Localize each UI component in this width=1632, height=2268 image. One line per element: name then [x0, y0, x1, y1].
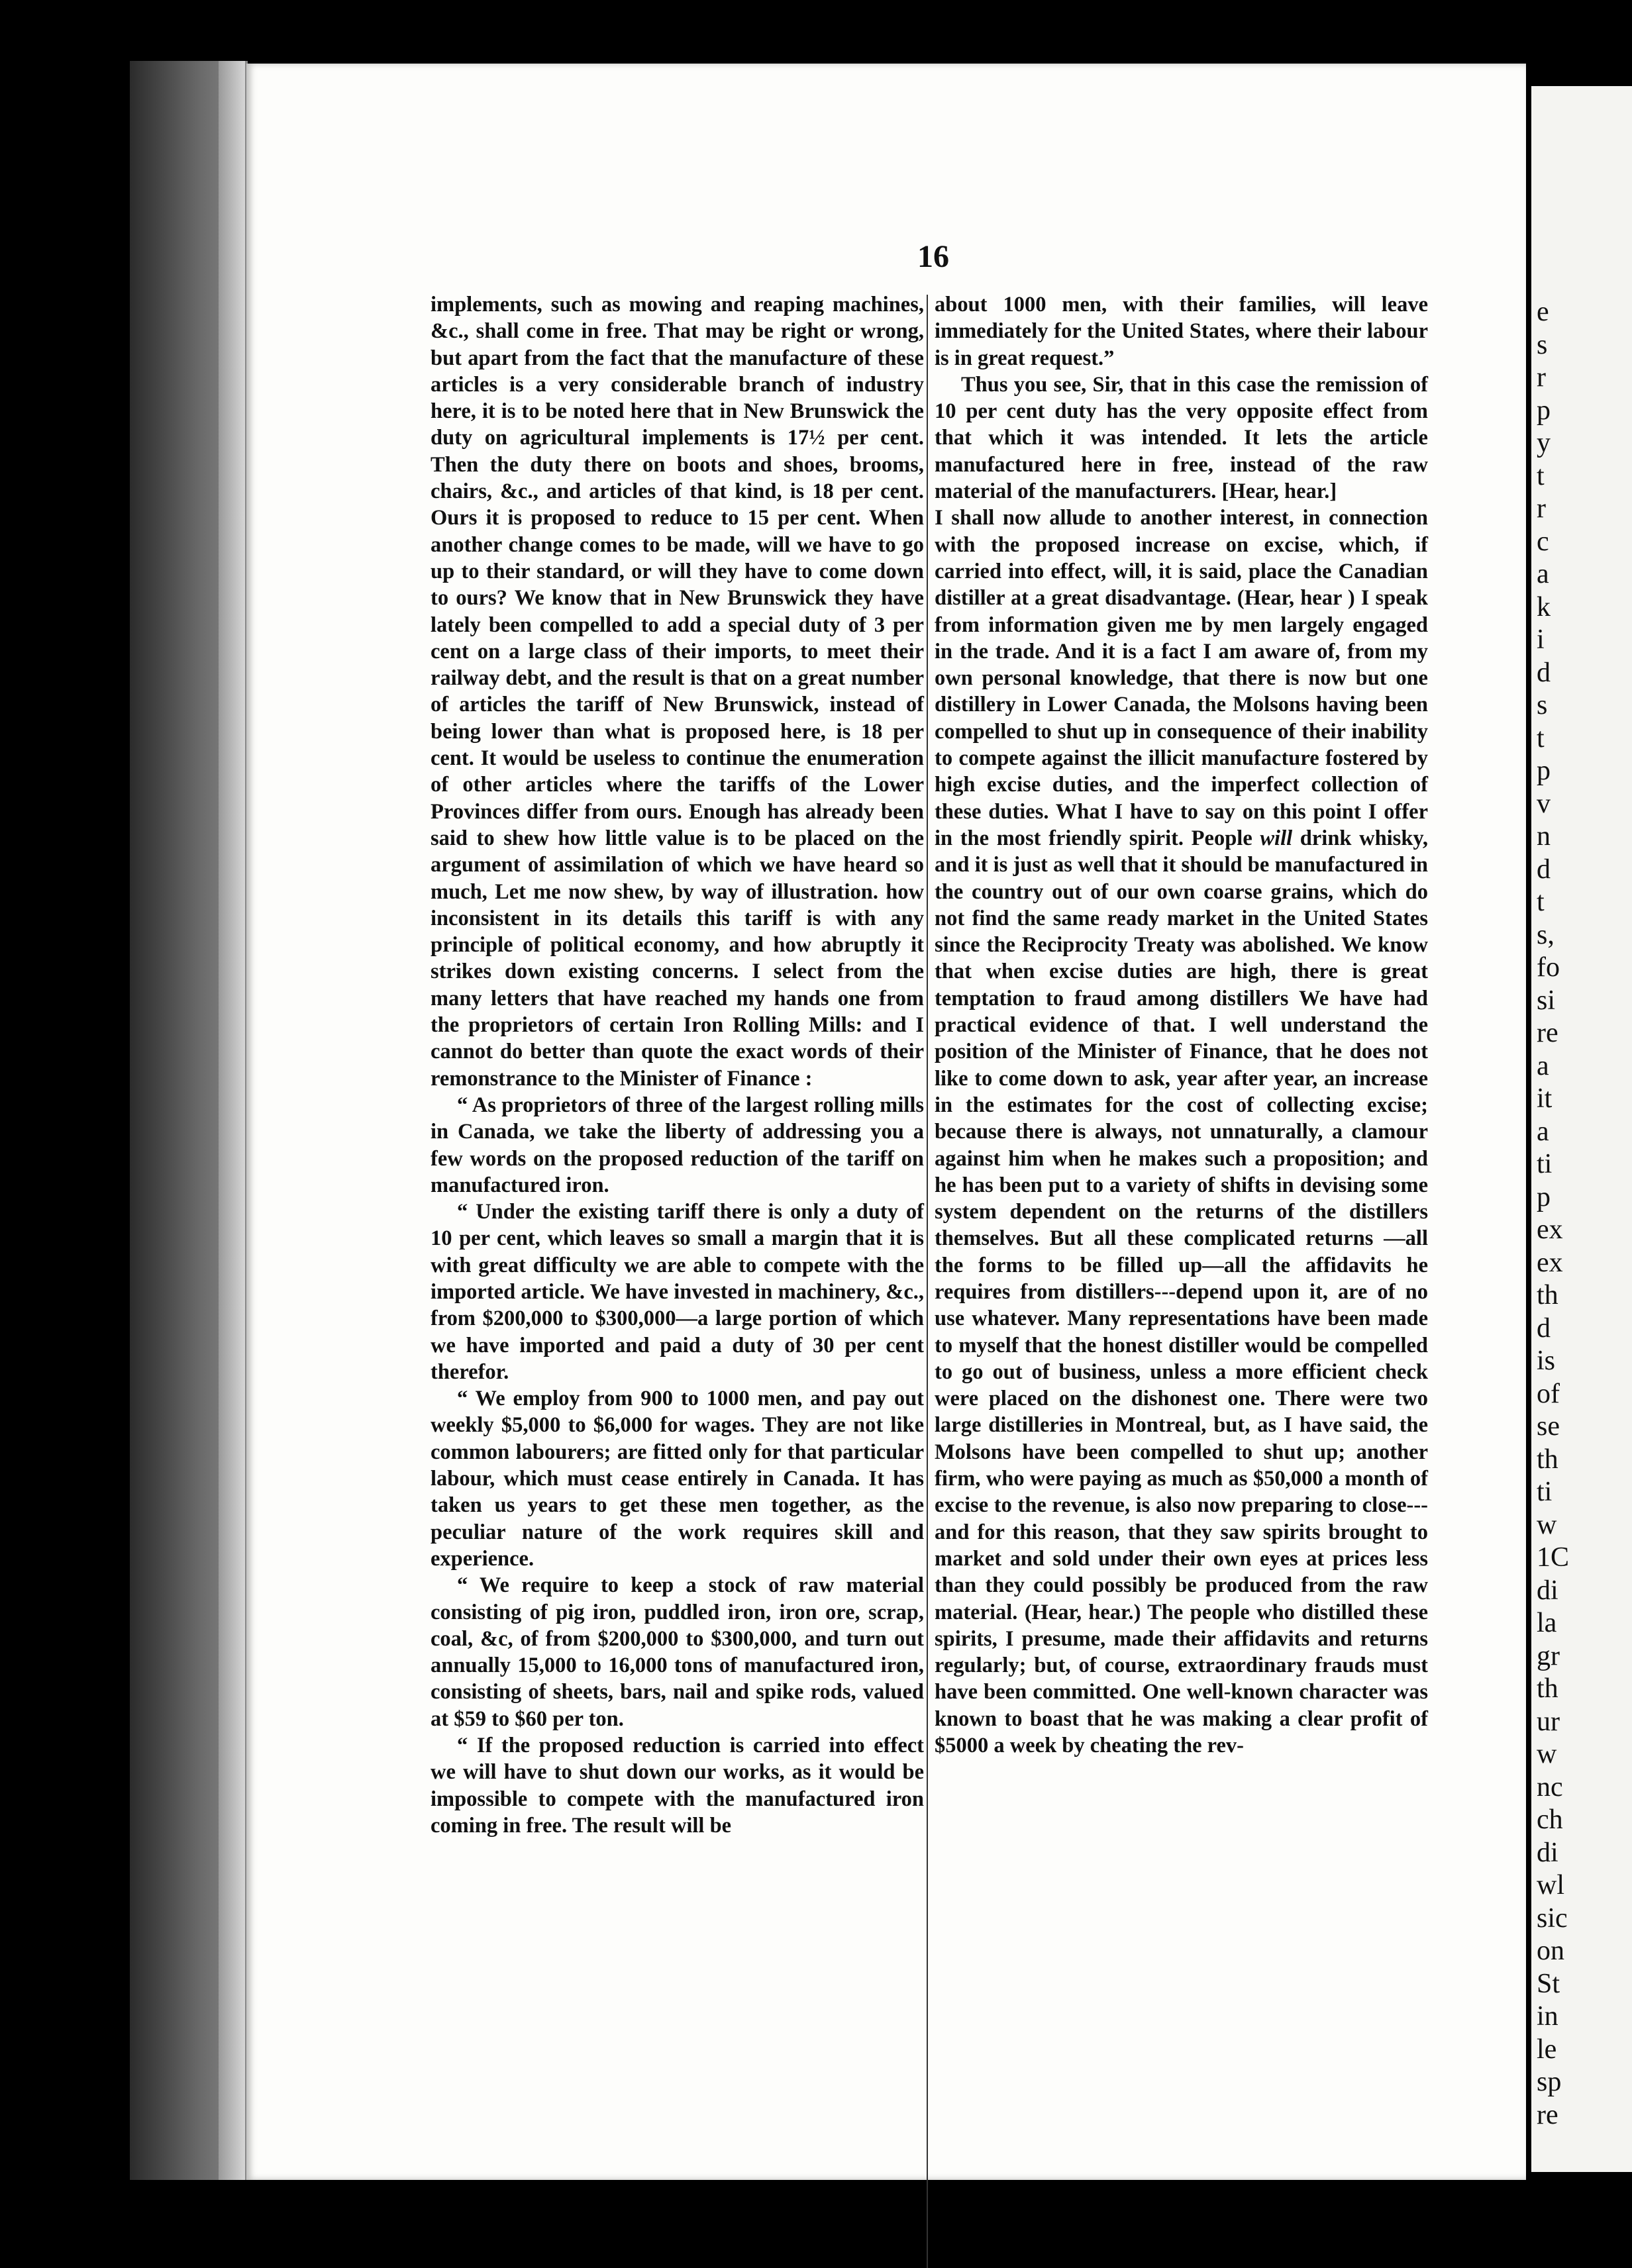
adjacent-page-fragment: ch: [1537, 1804, 1563, 1835]
adjacent-page-fragment: s: [1537, 329, 1548, 360]
adjacent-page-fragment: di: [1537, 1575, 1558, 1606]
column-divider: [927, 295, 928, 2268]
adjacent-page-fragment: k: [1537, 591, 1551, 622]
binding-edge: [219, 61, 245, 2180]
adjacent-page-fragment: fo: [1537, 952, 1560, 983]
adjacent-page-fragment: i: [1537, 624, 1545, 655]
adjacent-page-fragment: n: [1537, 821, 1551, 852]
adjacent-page-fragment: t: [1537, 460, 1545, 491]
adjacent-page-fragment: v: [1537, 788, 1551, 819]
adjacent-page-fragment: a: [1537, 1050, 1549, 1081]
adjacent-page-fragment: it: [1537, 1083, 1553, 1114]
left-column: [431, 291, 924, 1839]
emphasis: will: [1260, 826, 1293, 850]
adjacent-page-fragment: w: [1537, 1509, 1557, 1540]
adjacent-page-fragment: of: [1537, 1378, 1560, 1409]
adjacent-page-fragment: gr: [1537, 1640, 1560, 1671]
adjacent-page-fragment: wl: [1537, 1870, 1564, 1900]
adjacent-page-fragment: p: [1537, 756, 1551, 786]
adjacent-page-fragment: w: [1537, 1739, 1557, 1769]
adjacent-page-fragment: s,: [1537, 919, 1555, 950]
paragraph: implements, such as mowing and reaping machines, &c., shall come in free. That may be right or wrong, but apart from the fact that the manufacture of these articles is a very considerable branch of industry here, it is to be noted here that in New Brunswick the duty on agricultural implements is 17½ per cent. Then the duty there on boots and shoes, brooms, chairs, &c., and articles of that kind, is 18 per cent. Ours it is proposed to reduce to 15 per cent. When another change comes to be made, will we have to go up to their standard, or will they have to come down to ours? We know that in New Brunswick they have lately been compelled to add a special duty of 3 per cent on a large class of their imports, to meet their railway debt, and the result is that on a great number of articles the tariff of New Brunswick, instead of being lower than what is proposed here, is 18 per cent. It would be useless to continue the enumeration of other articles where the tariffs of the Lower Provinces differ from ours. Enough has already been said to shew how little value is to be placed on the argument of assimilation of which we have heard so much, Let me now shew, by way of illustration. how inconsistent in its details this tariff is with any principle of political economy, and how abruptly it strikes down existing concerns. I select from the many letters that have reached my hands one from the proprietors of certain Iron Rolling Mills: and I cannot do better than quote the exact words of their remonstrance to the Minister of Finance :: [431, 293, 924, 1091]
adjacent-page-fragment: a: [1537, 1116, 1549, 1147]
right-column: [935, 291, 1428, 1759]
adjacent-page-fragment: r: [1537, 493, 1546, 524]
adjacent-page-fragment: e: [1537, 297, 1549, 327]
adjacent-page-fragment: 1C: [1537, 1542, 1570, 1573]
paragraph: “ If the proposed reduction is carried into effect we will have to shut down our works, as it would be impossible to compete with the manufactured iron coming in free. The result will be: [431, 1734, 924, 1838]
adjacent-page-fragment: re: [1537, 2099, 1558, 2130]
paragraph: “ We employ from 900 to 1000 men, and pay out weekly $5,000 to $6,000 for wages. They are not like common labourers; are fitted only for that particular labour, which must cease entirely in Canada. It has taken us years to get these men together, as the peculiar nature of the work requires skill and experience.: [431, 1387, 924, 1571]
adjacent-page-fragment: re: [1537, 1018, 1558, 1048]
adjacent-page-fragment: t: [1537, 887, 1545, 917]
adjacent-page-fragment: le: [1537, 2034, 1557, 2065]
adjacent-page-fragment: ti: [1537, 1477, 1553, 1507]
adjacent-page-fragment: r: [1537, 362, 1546, 393]
adjacent-page-fragment: si: [1537, 985, 1556, 1016]
paragraph: “ As proprietors of three of the largest rolling mills in Canada, we take the liberty of addressing you a few words on the proposed reduction of the tariff on manufactured iron.: [431, 1093, 924, 1197]
adjacent-page-fragment: y: [1537, 428, 1551, 458]
adjacent-page-fragment: s: [1537, 690, 1548, 720]
adjacent-page-fragment: ur: [1537, 1706, 1560, 1737]
text-run: I shall now allude to another interest, in connection with the proposed increase on excise, which, if carried into effect, will, it is said, place the Canadian distiller at a great disadvantage. (Hear, hear ) I speak from information given me by men largely engaged in the trade. And it is a fact I am aware of, from my own personal knowledge, that there is now but one distillery in Lower Canada, the Molsons having been compelled to shut up in consequence of their inability to compete against the illicit manufacture fostered by high excise duties, and the imperfect collection of these duties. What I have to say on this point I offer in the most friendly spirit. People: [935, 506, 1428, 850]
adjacent-page-fragment: ti: [1537, 1149, 1553, 1179]
paragraph: about 1000 men, with their families, will leave immediately for the United States, where their labour is in great request.”: [935, 293, 1428, 370]
adjacent-page-edge: [1531, 86, 1632, 2172]
adjacent-page-fragment: d: [1537, 1312, 1551, 1344]
adjacent-page-fragment: p: [1537, 1181, 1551, 1212]
adjacent-page-fragment: a: [1537, 559, 1549, 589]
paragraph: Thus you see, Sir, that in this case the remission of 10 per cent duty has the very opposite effect from that which it was intended. It lets the article manufactured here in free, instead of the raw material of the manufacturers. [Hear, hear.]: [935, 372, 1428, 504]
adjacent-page-fragment: on: [1537, 1936, 1564, 1966]
page-number: 16: [917, 239, 949, 274]
adjacent-page-fragment: se: [1537, 1411, 1560, 1442]
paragraph: [935, 505, 1428, 1759]
adjacent-page-fragment: sp: [1537, 2067, 1562, 2097]
adjacent-page-fragment: th: [1537, 1280, 1558, 1310]
adjacent-page-fragment: th: [1537, 1444, 1558, 1475]
adjacent-page-fragment: d: [1537, 657, 1551, 688]
adjacent-page-fragment: sic: [1537, 1902, 1568, 1934]
adjacent-page-fragment: ex: [1537, 1214, 1563, 1245]
adjacent-page-fragment: St: [1537, 1968, 1560, 1999]
adjacent-page-fragment: t: [1537, 722, 1545, 754]
adjacent-page-fragment: th: [1537, 1673, 1558, 1704]
text-run: drink whisky, and it is just as well that it should be manufactured in the country out of our own coarse grains, which do not find the same ready market in the United States since the Reciprocity Treaty was abolished. We know that when excise duties are high, there is great temptation to fraud among distillers We have had practical evidence of that. I well understand the position of the Minister of Finance, that he does not like to come down to ask, year after year, an increase in the estimates for the cost of collecting excise; because there is always, not unnaturally, a clamour against him when he makes such a proposition; and he has been put to a variety of shifts in devising some system dependent on the returns of the distillers themselves. But all these complicated returns —all the forms to be filled up—all the affidavits he requires from distillers---depend upon it, are of no use whatever. Many representations have been made to myself that the honest distiller would be compelled to go out of business, unless a more efficient check were placed on the dishonest one. There were two large distilleries in Montreal, but, as I have said, the Molsons have been compelled to shut up; another firm, who were paying as much as $50,000 a month of excise to the revenue, is also now preparing to close---and for this reason, that they saw spirits brought to market and sold under their own eyes at prices less than they could possibly be produced from the raw material. (Hear, hear.) The people who distilled these spirits, I presume, made their affidavits and returns regularly; but, of course, extraordinary frauds must have been committed. One well-known character was known to boast that he was making a clear profit of $5000 a week by cheating the rev-: [935, 826, 1428, 1758]
adjacent-page-fragment: la: [1537, 1608, 1557, 1638]
adjacent-page-fragment: c: [1537, 526, 1549, 557]
adjacent-page-fragment: is: [1537, 1346, 1556, 1376]
paragraph: “ We require to keep a stock of raw material consisting of pig iron, puddled iron, iron ore, scrap, coal, &c, of from $200,000 to $300,000, and turn out annually 15,000 to 16,000 tons of manufactured iron, consisting of sheets, bars, nail and spike rods, valued at $59 to $60 per ton.: [431, 1573, 924, 1731]
adjacent-page-fragment: p: [1537, 395, 1551, 426]
paragraph: “ Under the existing tariff there is only a duty of 10 per cent, which leaves so small a margin that it is with great difficulty we are able to compete with the imported article. We have invested in machinery, &c., from $200,000 to $300,000—a large portion of which we have imported and paid a duty of 30 per cent therefor.: [431, 1200, 924, 1384]
adjacent-page-fragment: in: [1537, 2001, 1558, 2032]
adjacent-page-fragment: di: [1537, 1837, 1558, 1868]
adjacent-page-fragment: d: [1537, 854, 1551, 885]
adjacent-page-fragment: nc: [1537, 1771, 1563, 1802]
adjacent-page-fragment: ex: [1537, 1247, 1563, 1278]
